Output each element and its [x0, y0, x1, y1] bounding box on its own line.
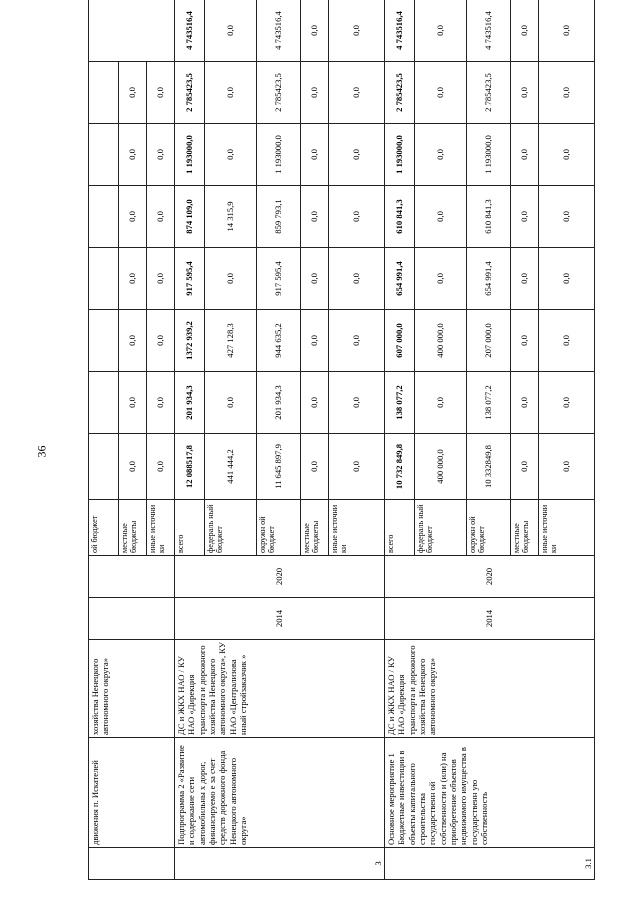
year-end-cell: [89, 556, 175, 598]
value-cell: 610 841,3: [385, 186, 415, 248]
source-label-cell: местные бюджеты: [301, 500, 329, 556]
value-cell: 138 077,2: [467, 372, 511, 434]
source-label-cell: местные бюджеты: [511, 500, 539, 556]
value-cell: 10 732 849,8: [385, 434, 415, 500]
value-cell: 0,0: [511, 124, 539, 186]
value-cell: 0,0: [301, 124, 329, 186]
value-cell: 0,0: [539, 0, 595, 62]
value-cell: 0,0: [147, 372, 175, 434]
value-cell: 2 785423,5: [467, 62, 511, 124]
source-label-cell: федераль ный бюджет: [415, 500, 467, 556]
value-cell: 0,0: [119, 62, 147, 124]
value-cell: 0,0: [301, 0, 329, 62]
value-cell: 0,0: [329, 248, 385, 310]
event-name-cell: движения п. Искателей: [89, 738, 175, 848]
value-cell: 441 444,2: [205, 434, 257, 500]
value-cell: 0,0: [119, 186, 147, 248]
value-cell: 0,0: [301, 186, 329, 248]
value-cell: 0,0: [329, 124, 385, 186]
value-cell: 0,0: [539, 434, 595, 500]
value-cell: 138 077,2: [385, 372, 415, 434]
value-cell: 0,0: [147, 62, 175, 124]
value-cell: [89, 310, 119, 372]
year-start-cell: 2014: [175, 598, 385, 640]
value-cell: 0,0: [119, 372, 147, 434]
year-end-cell: 2020: [175, 556, 385, 598]
value-cell: 427 128,3: [205, 310, 257, 372]
source-label-cell: иные источни ки: [329, 500, 385, 556]
value-cell: 11 645 897,9: [257, 434, 301, 500]
value-cell: 201 934,3: [175, 372, 205, 434]
value-cell: 607 000,0: [385, 310, 415, 372]
value-cell: 0,0: [329, 372, 385, 434]
value-cell: 0,0: [147, 310, 175, 372]
value-cell: 0,0: [539, 62, 595, 124]
value-cell: 917 595,4: [257, 248, 301, 310]
value-cell: 0,0: [147, 248, 175, 310]
value-cell: 2 785423,5: [175, 62, 205, 124]
executor-cell: хозяйства Ненецкого автономного округа»: [89, 640, 175, 738]
source-label-cell: всего: [385, 500, 415, 556]
source-label-cell: всего: [175, 500, 205, 556]
value-cell: 0,0: [329, 0, 385, 62]
value-cell: 0,0: [119, 310, 147, 372]
value-cell: 0,0: [205, 62, 257, 124]
row-number-cell: 3.1: [385, 848, 595, 880]
value-cell: 1 193000,0: [175, 124, 205, 186]
note-cell-empty: [89, 0, 175, 62]
row-number-cell: 3: [175, 848, 385, 880]
value-cell: 0,0: [119, 434, 147, 500]
value-cell: 0,0: [301, 310, 329, 372]
source-label-cell: иные источни ки: [147, 500, 175, 556]
value-cell: 1 193000,0: [467, 124, 511, 186]
value-cell: [89, 372, 119, 434]
source-label-cell: ой бюджет: [89, 500, 119, 556]
value-cell: 0,0: [539, 248, 595, 310]
value-cell: 12 088517,8: [175, 434, 205, 500]
value-cell: 0,0: [205, 0, 257, 62]
page-number: 36: [34, 445, 49, 458]
source-label-cell: окружн ой бюджет: [467, 500, 511, 556]
value-cell: 0,0: [119, 248, 147, 310]
value-cell: 0,0: [119, 124, 147, 186]
value-cell: 0,0: [301, 248, 329, 310]
value-cell: [89, 434, 119, 500]
source-label-cell: окружн ой бюджет: [257, 500, 301, 556]
value-cell: 1 193000,0: [385, 124, 415, 186]
value-cell: 0,0: [539, 372, 595, 434]
value-cell: [89, 248, 119, 310]
value-cell: 0,0: [301, 62, 329, 124]
value-cell: [89, 186, 119, 248]
value-cell: 0,0: [147, 186, 175, 248]
value-cell: 0,0: [539, 310, 595, 372]
value-cell: 0,0: [511, 62, 539, 124]
value-cell: 10 332849,8: [467, 434, 511, 500]
value-cell: 859 793,1: [257, 186, 301, 248]
source-label-cell: федераль ный бюджет: [205, 500, 257, 556]
value-cell: 654 991,4: [467, 248, 511, 310]
value-cell: 0,0: [329, 434, 385, 500]
budget-table-area: [88, 11, 593, 880]
value-cell: 4 743516,4: [175, 0, 205, 62]
program-name-cell: Подпрограмма 2 «Развитие и содержание сети автомобильны х дорог, финансируемо е за счет средств дорожного фонда Ненецкого автономного округа»: [175, 738, 385, 848]
value-cell: [89, 124, 119, 186]
value-cell: 0,0: [415, 186, 467, 248]
value-cell: [89, 62, 119, 124]
value-cell: 0,0: [415, 248, 467, 310]
year-end-cell: 2020: [385, 556, 595, 598]
table-row: [89, 0, 119, 880]
value-cell: 1 193000,0: [257, 124, 301, 186]
source-label-cell: иные источни ки: [539, 500, 595, 556]
value-cell: 400 000,0: [415, 310, 467, 372]
value-cell: 0,0: [205, 124, 257, 186]
value-cell: 0,0: [205, 248, 257, 310]
value-cell: 0,0: [511, 310, 539, 372]
value-cell: 0,0: [329, 186, 385, 248]
value-cell: 610 841,3: [467, 186, 511, 248]
row-number-cell: [89, 848, 175, 880]
value-cell: 0,0: [415, 62, 467, 124]
value-cell: 0,0: [301, 434, 329, 500]
value-cell: 0,0: [511, 434, 539, 500]
budget-table: [88, 0, 595, 880]
value-cell: 0,0: [205, 372, 257, 434]
value-cell: 0,0: [415, 124, 467, 186]
value-cell: 1372 939,2: [175, 310, 205, 372]
year-start-cell: 2014: [385, 598, 595, 640]
value-cell: 0,0: [511, 0, 539, 62]
value-cell: 0,0: [539, 124, 595, 186]
year-start-cell: [89, 598, 175, 640]
table-row: [175, 0, 205, 880]
value-cell: 4 743516,4: [467, 0, 511, 62]
value-cell: 0,0: [329, 62, 385, 124]
value-cell: 207 000,0: [467, 310, 511, 372]
value-cell: 944 635,2: [257, 310, 301, 372]
executor-cell: ДС и ЖКХ НАО / КУ НАО «Дирекция транспорта и дорожного хозяйства Ненецкого автономного округа», КУ НАО «Централизова нный стройзаказчик »: [175, 640, 385, 738]
value-cell: 4 743516,4: [385, 0, 415, 62]
value-cell: 0,0: [511, 248, 539, 310]
value-cell: 0,0: [511, 372, 539, 434]
value-cell: 874 109,0: [175, 186, 205, 248]
value-cell: 0,0: [415, 372, 467, 434]
value-cell: 0,0: [415, 0, 467, 62]
value-cell: 0,0: [147, 434, 175, 500]
value-cell: 0,0: [511, 186, 539, 248]
value-cell: 2 785423,5: [385, 62, 415, 124]
value-cell: 4 743516,4: [257, 0, 301, 62]
value-cell: 201 934,3: [257, 372, 301, 434]
value-cell: 2 785423,5: [257, 62, 301, 124]
value-cell: 0,0: [329, 310, 385, 372]
value-cell: 0,0: [147, 124, 175, 186]
executor-cell: ДС и ЖКХ НАО / КУ НАО «Дирекция транспорта и дорожного хозяйства Ненецкого автономного округа»: [385, 640, 595, 738]
value-cell: 0,0: [539, 186, 595, 248]
value-cell: 0,0: [301, 372, 329, 434]
value-cell: 400 000,0: [415, 434, 467, 500]
value-cell: 654 991,4: [385, 248, 415, 310]
value-cell: 14 315,9: [205, 186, 257, 248]
source-label-cell: местные бюджеты: [119, 500, 147, 556]
table-row: [385, 0, 415, 880]
program-name-cell: Основное мероприятие 1 Бюджетные инвестиции в объекты капитального строительства государственн ой собственности и (или) на приобретение объектов недвижимого имущества в государственн ую собственность: [385, 738, 595, 848]
value-cell: 917 595,4: [175, 248, 205, 310]
